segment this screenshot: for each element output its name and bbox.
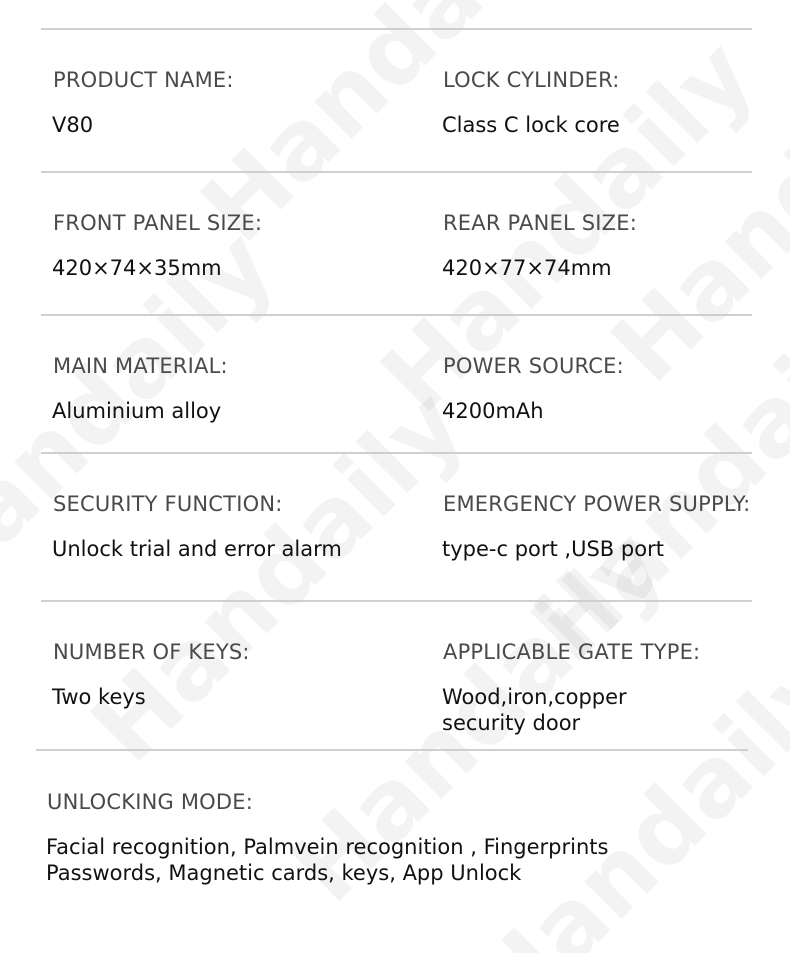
number-of-keys-label: NUMBER OF KEYS: xyxy=(53,640,250,664)
divider xyxy=(41,171,752,173)
unlocking-mode-value-line1: Facial recognition, Palmvein recognition , Fingerprints xyxy=(46,835,609,859)
main-material-label: MAIN MATERIAL: xyxy=(53,354,228,378)
front-panel-size-value: 420×74×35mm xyxy=(52,256,222,280)
front-panel-size-label: FRONT PANEL SIZE: xyxy=(53,211,263,235)
divider xyxy=(36,749,748,751)
divider xyxy=(41,28,752,30)
power-source-label: POWER SOURCE: xyxy=(443,354,624,378)
divider xyxy=(41,452,752,454)
lock-cylinder-label: LOCK CYLINDER: xyxy=(443,68,620,92)
divider xyxy=(41,600,752,602)
unlocking-mode-label: UNLOCKING MODE: xyxy=(47,790,254,814)
applicable-gate-type-label: APPLICABLE GATE TYPE: xyxy=(443,640,701,664)
unlocking-mode-value-line2: Passwords, Magnetic cards, keys, App Unlock xyxy=(46,861,522,885)
applicable-gate-type-value-line2: security door xyxy=(442,711,581,735)
emergency-power-supply-label: EMERGENCY POWER SUPPLY: xyxy=(443,492,751,516)
divider xyxy=(41,314,752,316)
product-name-value: V80 xyxy=(52,113,94,137)
security-function-value: Unlock trial and error alarm xyxy=(52,537,342,561)
number-of-keys-value: Two keys xyxy=(52,685,146,709)
rear-panel-size-value: 420×77×74mm xyxy=(442,256,612,280)
rear-panel-size-label: REAR PANEL SIZE: xyxy=(443,211,637,235)
power-source-value: 4200mAh xyxy=(442,399,544,423)
security-function-label: SECURITY FUNCTION: xyxy=(53,492,283,516)
applicable-gate-type-value-line1: Wood,iron,copper xyxy=(442,685,627,709)
main-material-value: Aluminium alloy xyxy=(52,399,222,423)
lock-cylinder-value: Class C lock core xyxy=(442,113,620,137)
product-name-label: PRODUCT NAME: xyxy=(53,68,234,92)
emergency-power-supply-value: type-c port ,USB port xyxy=(442,537,664,561)
